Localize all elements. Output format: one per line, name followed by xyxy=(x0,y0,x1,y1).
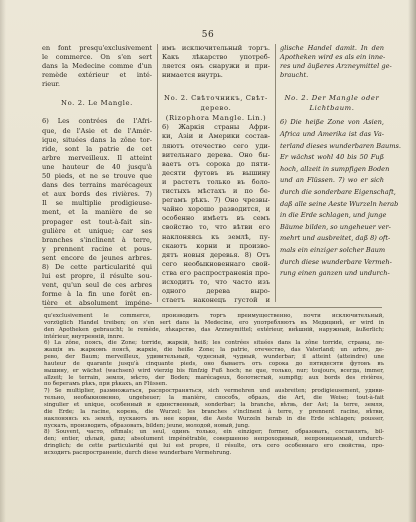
french-body xyxy=(42,117,152,308)
text-line: durch diese wunderbare Vermeh- xyxy=(280,257,392,266)
text-line: Er wächst wohl 40 bis 50 Fuß xyxy=(280,153,384,162)
text-line: сего необыкновеннаго свой- xyxy=(162,259,270,268)
column-divider xyxy=(275,44,276,302)
text-line: et aux bords des rivières. 7) xyxy=(42,190,152,199)
text-line: наклоняясь къ землѣ, пу- xyxy=(162,232,270,241)
text-line: ляютъ отечество сего уди- xyxy=(162,141,270,150)
text-line: lui est propre, il résulte sou- xyxy=(42,272,152,281)
footnote-line: наклоняясь къ землѣ, пускаютъ въ нее корни, die Aeste Wurzeln herab in die Erde schlagen; pousser, xyxy=(44,415,384,422)
text-line: rung einen ganzen und undurch- xyxy=(280,269,390,278)
text-line: daß alle seine Aeste Wurzeln herab xyxy=(280,199,399,208)
text-line: gulière et unique; car ses xyxy=(42,226,152,235)
text-line: вительнаго дерева. Оно бы- xyxy=(162,150,270,159)
footnote-line: vorzüglich Handel treiben; on s'en sert dans la Medecine, его употребляютъ въ Медицинѣ, er wird in xyxy=(44,319,384,326)
text-line: Какъ лѣкарство употреб- xyxy=(162,53,270,62)
text-line: le commerce. On s'en sert xyxy=(42,53,152,62)
text-line: ment, et la manière de se xyxy=(42,208,152,217)
text-line: une hauteur de 40 jusqu'à xyxy=(42,162,152,171)
text-line: ки, Азіи и Америки состав- xyxy=(162,132,270,141)
text-line: sent encore de jeunes arbres. xyxy=(42,253,152,262)
text-line: dans la Medecine comme d'un xyxy=(42,62,152,71)
page-shadow-right xyxy=(408,0,416,522)
text-line: propager est tout-à-fait sin- xyxy=(42,217,152,226)
footnote-line: allzeit; le terrain, земля, мѣсто, der Boden; marécageux, болотистый, sumpfig; aux bords des rivières, xyxy=(44,374,384,381)
russian-body xyxy=(162,123,270,305)
footnote-divider xyxy=(44,307,382,308)
german-column xyxy=(280,44,402,306)
french-intro xyxy=(42,44,152,89)
text-line: исходитъ то, что часто изъ xyxy=(162,277,270,286)
german-intro xyxy=(280,44,392,80)
text-line: особенно имѣетъ въ семъ xyxy=(162,214,270,223)
text-line: ства его распространенія про- xyxy=(162,268,270,277)
text-line: 6) Жаркія страны Афри- xyxy=(162,123,270,132)
footnote-line: singulier et unique, особенный и единственный, sonderbar; la branche, вѣтвь, der Ast; la terre, земля, xyxy=(44,401,384,408)
text-line: dans des terrains marécageux xyxy=(42,181,152,190)
footnote-line: hauteur de quarante jusqu'à cinquante pieds, оно бываетъ отъ сорока до пятидесяти футовъ въ xyxy=(44,360,384,367)
footnote-line: исходитъ распространеніе, durch diese wunderbare Vermehrung. xyxy=(44,449,232,456)
footnote-line: по берегамъ рѣкъ, при рѣкахъ, an Flüssen. xyxy=(44,381,168,388)
text-line: чайно хорошо разводится, и xyxy=(162,205,270,214)
text-line: имъ исключительный торгъ. xyxy=(162,44,270,52)
text-line: 6) Les contrées de l'Afri- xyxy=(42,117,152,126)
text-line: одного дерева выро- xyxy=(162,287,270,296)
french-column xyxy=(42,44,152,306)
russian-latin-name: (Rizophora Mangle. Lin.) xyxy=(165,114,267,123)
footnote-line: den; entier, цѣлый, ganz; absolument impénétrable, совершенно непроходимый, непроницаемый, undurch- xyxy=(44,436,384,443)
german-section-heading-line-2: Lichtbaum. xyxy=(309,104,355,113)
text-line: ique, situées dans la zône tor- xyxy=(42,135,152,144)
footnote-line: 7) Se multiplier, размножаться, распространяться, sich vermehren und ausbreiten; prodigieusement, удиви- xyxy=(44,388,384,395)
text-line: Africa und Amerika ist das Va- xyxy=(280,129,384,138)
french-section-heading: No. 2. Le Mangle. xyxy=(61,99,133,108)
footnote-line: den Apotheken gebraucht; le remède, лѣкарство, das Arzneymittel; extérieur, внѣшній, наружный, äußerlich; xyxy=(44,326,384,333)
footnote-line: dringlich; de cette particularité qui lui est propre, il résulte, отъ сего особеннаго его свойства, про- xyxy=(44,443,384,450)
text-line: ваетъ отъ сорока до пяти- xyxy=(162,159,270,168)
footnotes xyxy=(44,313,384,509)
text-line: rieur. xyxy=(42,80,60,89)
russian-section-heading: No. 2. Свѣточникъ, Свѣт- xyxy=(164,94,268,103)
german-body xyxy=(280,117,402,279)
footnote-line: пускать, производить, образовать, bilden; jeune, молодой, новый, jung. xyxy=(44,422,250,429)
text-line: mals ein einziger solcher Baum xyxy=(280,245,386,254)
text-line: mehrt und ausbreitet, daß 8) oft- xyxy=(280,234,391,243)
text-line: скаютъ корни и произво- xyxy=(162,241,270,250)
text-line: тистыхъ мѣстахъ и по бе- xyxy=(162,187,270,196)
text-line: braucht. xyxy=(280,71,309,80)
footnote-line: тельно, необыкновенно, ungeheuer; la manière, способъ, образъ, die Art, die Weise; tout-à-fait xyxy=(44,395,384,402)
text-line: en font presqu'exclusivement xyxy=(42,44,152,52)
text-line: нимается внутрь. xyxy=(162,71,223,80)
text-line: Apotheken wird es als ein inne- xyxy=(280,53,386,62)
text-line: регамъ рѣкъ. 7) Оно чрезвы- xyxy=(162,196,270,205)
page-shadow-left xyxy=(0,0,6,522)
footnote-line: die Erde; la racine, корень, die Wurzel; les branches s'inclinent à terre, y prennent racine, вѣтви, xyxy=(44,408,384,415)
text-line: que, de l'Asie et de l'Amér- xyxy=(42,126,152,135)
text-line: и растетъ только въ боло- xyxy=(162,177,270,186)
footnote-line: рево, der Baum; merveilleux, удивительный, чудесный, чудный, wunderbar; il atteint (atteindre) une xyxy=(44,354,384,361)
text-line: vent, qu'un seul de ces arbres xyxy=(42,281,152,290)
page-number: 56 xyxy=(201,30,215,40)
text-line: branches s'inclinent à terre, xyxy=(42,235,152,244)
text-line: tière et absolument impéne- xyxy=(42,299,152,308)
text-line: forme à la fin une forêt en- xyxy=(42,290,152,299)
footnote-line: 8) Souvent, часто, oftmals; un seul, одинъ только, ein einziger; former, образовать, составлять, bil- xyxy=(44,429,384,436)
text-line: дятъ новыя деревья. 8) Отъ xyxy=(162,250,270,259)
text-line: und an Flüssen. 7) wo er sich xyxy=(280,176,384,185)
text-line: десяти футовъ въ вышину xyxy=(162,168,270,177)
footnote-line: intérieur, внутренній, innre. xyxy=(44,333,125,340)
text-line: glische Handel damit. In den xyxy=(280,44,384,52)
text-line: terland dieses wunderbaren Baums. xyxy=(280,141,402,150)
russian-intro xyxy=(162,44,270,80)
text-line: res und äußeres Arzneymittel ge- xyxy=(280,62,392,71)
text-line: y prennent racine et pous- xyxy=(42,244,152,253)
text-line: стаетъ наконецъ густой и xyxy=(162,296,270,305)
text-line: 6) Die heiße Zone von Asien, xyxy=(280,118,384,127)
footnote-line: жащія въ жаркомъ поясѣ, жаркіе, die heiße Zone; la patrie, отечество, das Vaterland; un arbre, де- xyxy=(44,347,384,354)
russian-section-heading-line-2: дерево. xyxy=(200,104,232,113)
text-line: arbre merveilleux. Il atteint xyxy=(42,153,152,162)
column-divider xyxy=(157,44,158,302)
russian-column xyxy=(162,44,270,306)
text-line: 8) De cette particularité qui xyxy=(42,262,152,271)
footnote-line: 6) La zône, поясъ, die Zone; torride, жаркій, heiß; les contrées situées dans la zône torride, страны, ле- xyxy=(44,340,384,347)
text-line: свойство то, что вѣтви его xyxy=(162,223,270,232)
text-line: hoch, allzeit in sumpfigen Boden xyxy=(280,164,390,173)
trilingual-columns xyxy=(42,44,402,308)
footnote-line: вышину, er wächst (wachsen) wird vierzig bis fünfzig Fuß hoch; ne que, только, nur; toujours, всегда, immer, xyxy=(44,367,384,374)
text-line: 50 pieds, et ne se trouve que xyxy=(42,172,152,181)
text-line: in die Erde schlagen, und junge xyxy=(280,211,387,220)
german-section-heading: No. 2. Der Mangle oder xyxy=(284,94,380,103)
text-line: ride, sont la patrie de cet xyxy=(42,144,152,153)
text-line: remède extérieur et inté- xyxy=(42,71,152,80)
text-line: durch die sonderbare Eigenschaft, xyxy=(280,187,396,196)
footnote-line: qu'exclusivement le commerce, производить торгъ преимущественно, почти исключительный, xyxy=(44,313,384,319)
text-line: Bäume bilden, so ungeheuer ver- xyxy=(280,222,391,231)
text-line: ляется онъ снаружи и при- xyxy=(162,62,270,71)
text-line: Il se multiplie prodigieuse- xyxy=(42,199,152,208)
